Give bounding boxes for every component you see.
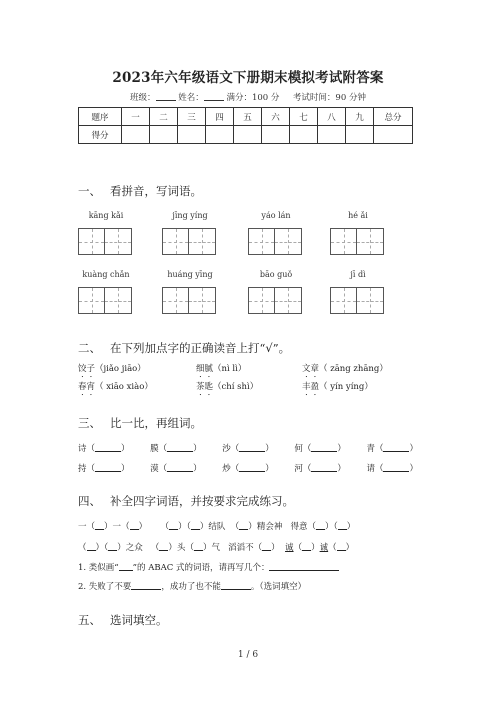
score-input-total[interactable] (374, 126, 413, 144)
reading-options[interactable]: （ yín yíng） (319, 382, 373, 392)
compare-item[interactable]: 沙（ ） (222, 444, 274, 454)
score-input-3[interactable] (178, 126, 206, 144)
idiom-line-1[interactable]: 一（ ）一（ ） （ ）（ ）结队 （ ）精会神 得意（ ）（ ） (78, 522, 356, 532)
compare-item[interactable]: 青（ ） (366, 444, 418, 454)
score-cell-6: 六 (262, 108, 290, 126)
pinyin-2: jīng yíng (172, 211, 208, 220)
section-title: 补全四字词语，并按要求完成练习。 (110, 494, 294, 508)
reading-item-4 (78, 380, 153, 397)
class-label: 班级： (130, 93, 156, 103)
pinyin-3: yáo lán (261, 211, 291, 220)
writing-grid-4[interactable] (330, 228, 384, 255)
score-row-label: 得分 (79, 126, 122, 144)
pinyin-1: kāng kǎi (88, 211, 124, 220)
score-label: 满分：100 分 (226, 93, 280, 103)
score-cell-4: 四 (206, 108, 234, 126)
page-title: 2023年六年级语文下册期末模拟考试附答案 (112, 70, 384, 86)
name-label: 姓名： (178, 93, 204, 103)
score-cell-2: 二 (150, 108, 178, 126)
reading-word: 茶匙 (196, 382, 214, 392)
reading-word: 丰盈 (302, 382, 320, 392)
compare-item[interactable]: 膜（ ） (150, 444, 202, 454)
section-number: 一、 (78, 184, 101, 198)
score-cell-1: 一 (122, 108, 150, 126)
writing-grid-8[interactable] (330, 287, 384, 314)
reading-word: 细腻 (196, 364, 214, 374)
score-table-header-row (79, 108, 413, 126)
compare-item[interactable]: 诗（ ） (78, 444, 130, 454)
reading-options[interactable]: （jiǎo jiāo） (95, 364, 146, 374)
section-5-heading (78, 612, 168, 628)
section-title: 比一比，再组词。 (110, 416, 202, 430)
section-4-heading (78, 493, 294, 509)
score-input-4[interactable] (206, 126, 234, 144)
writing-grid-1[interactable] (78, 228, 132, 255)
score-cell-5: 五 (234, 108, 262, 126)
section-title: 在下列加点字的正确读音上打“√”。 (110, 341, 291, 355)
reading-item-1 (78, 362, 146, 379)
score-cell-3: 三 (178, 108, 206, 126)
score-cell-10: 总分 (374, 108, 413, 126)
compare-row-1 (78, 442, 418, 454)
reading-options[interactable]: （ xiāo xiào） (95, 382, 153, 392)
compare-row-2 (78, 462, 418, 474)
pinyin-5: kuàng chǎn (82, 270, 130, 279)
pinyin-6: huáng yīng (167, 270, 213, 279)
section-number: 二、 (78, 341, 101, 355)
writing-grid-5[interactable] (78, 287, 132, 314)
score-cell-0: 题序 (79, 108, 122, 126)
score-input-1[interactable] (122, 126, 150, 144)
score-cell-8: 八 (318, 108, 346, 126)
writing-grid-6[interactable] (162, 287, 216, 314)
score-input-2[interactable] (150, 126, 178, 144)
score-input-7[interactable] (290, 126, 318, 144)
writing-grid-7[interactable] (248, 287, 302, 314)
section-1-heading (78, 183, 202, 199)
reading-item-6 (302, 380, 373, 397)
question-4-1[interactable]: 1. 类似画“ ”的 ABAC 式的词语，请再写几个： (78, 561, 339, 573)
compare-item[interactable]: 请（ ） (366, 464, 418, 474)
section-number: 四、 (78, 494, 101, 508)
class-blank (156, 92, 176, 101)
score-input-6[interactable] (262, 126, 290, 144)
score-input-9[interactable] (346, 126, 374, 144)
name-blank (204, 92, 224, 101)
writing-grid-2[interactable] (162, 228, 216, 255)
pinyin-7: bāo guǒ (259, 270, 293, 279)
compare-item[interactable]: 河（ ） (294, 464, 346, 474)
reading-item-2 (196, 362, 246, 379)
reading-options[interactable]: （ zāng zhāng） (319, 364, 388, 374)
section-3-heading (78, 415, 202, 431)
score-input-8[interactable] (318, 126, 346, 144)
pinyin-8: jī dì (350, 270, 366, 279)
compare-item[interactable]: 何（ ） (294, 444, 346, 454)
reading-word: 春宵 (78, 382, 96, 392)
score-table (78, 107, 413, 144)
score-input-5[interactable] (234, 126, 262, 144)
writing-grid-3[interactable] (248, 228, 302, 255)
section-number: 三、 (78, 416, 101, 430)
reading-options[interactable]: （chí shì） (213, 382, 259, 392)
reading-item-5 (196, 380, 258, 397)
reading-item-3 (302, 362, 388, 379)
exam-info (0, 91, 496, 103)
section-title: 看拼音，写词语。 (110, 184, 202, 198)
reading-word: 文章 (302, 364, 320, 374)
section-number: 五、 (78, 613, 101, 627)
time-label: 考试时间：90 分钟 (292, 93, 366, 103)
compare-item[interactable]: 炒（ ） (222, 464, 274, 474)
score-table-score-row (79, 126, 413, 144)
section-2-heading (78, 340, 290, 356)
question-4-2[interactable]: 2. 失败了不要 ，成功了也不能 。（选词填空） (78, 582, 307, 592)
page-number: 1 / 6 (237, 650, 259, 660)
score-cell-7: 七 (290, 108, 318, 126)
pinyin-4: hé ǎi (348, 211, 368, 220)
reading-options[interactable]: （nì lì） (213, 364, 247, 374)
idiom-line-2[interactable]: （ ）（ ）之众 （ ）头（ ）气 滔滔不（ ） 诚（ ）诚（ ） (78, 543, 355, 553)
reading-word: 饺子 (78, 364, 96, 374)
compare-item[interactable]: 持（ ） (78, 464, 130, 474)
score-cell-9: 九 (346, 108, 374, 126)
section-title: 选词填空。 (110, 613, 168, 627)
compare-item[interactable]: 漠（ ） (150, 464, 202, 474)
